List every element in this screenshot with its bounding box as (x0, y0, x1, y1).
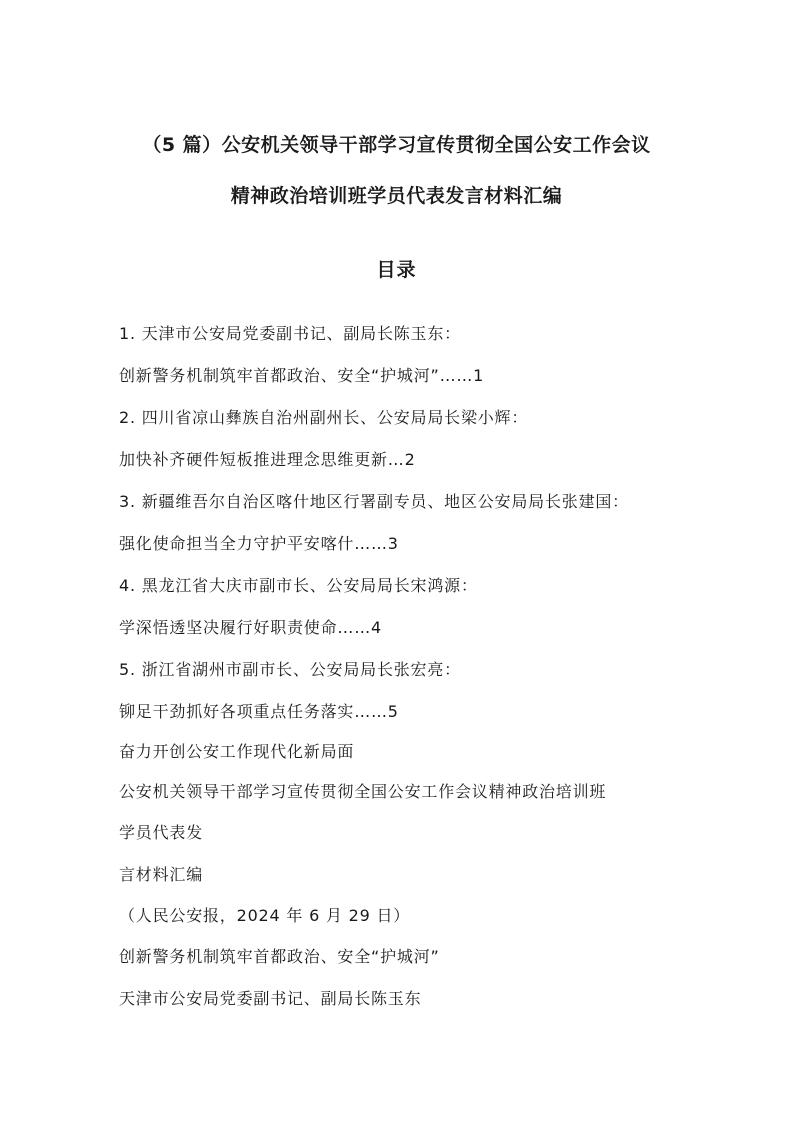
toc-entry-1-author: 1. 天津市公安局党委副书记、副局长陈玉东： (119, 324, 461, 343)
toc-entry-5-author: 5. 浙江省湖州市副市长、公安局局长张宏亮： (119, 660, 461, 679)
body-subtitle-line-1: 公安机关领导干部学习宣传贯彻全国公安工作会议精神政治培训班 (119, 782, 607, 801)
toc-entry-2-author: 2. 四川省凉山彝族自治州副州长、公安局局长梁小辉： (119, 408, 529, 427)
body-subtitle-line-3: 言材料汇编 (119, 865, 204, 884)
toc-entry-3-title: 强化使命担当全力守护平安喀什……3 (119, 534, 399, 553)
toc-entry-4-author: 4. 黑龙江省大庆市副市长、公安局局长宋鸿源： (119, 576, 478, 595)
toc-heading: 目录 (376, 259, 417, 281)
toc-entry-4-title: 学深悟透坚决履行好职责使命……4 (119, 618, 382, 637)
toc-entry-3-author: 3. 新疆维吾尔自治区喀什地区行署副专员、地区公安局局长张建国： (119, 492, 629, 511)
article-title: 创新警务机制筑牢首都政治、安全“护城河” (119, 947, 440, 966)
body-heading-line: 奋力开创公安工作现代化新局面 (119, 742, 355, 761)
toc-entry-5-title: 铆足干劲抓好各项重点任务落实……5 (119, 702, 399, 721)
body-subtitle-line-2: 学员代表发 (119, 823, 204, 842)
document-title-line-1: （5 篇）公安机关领导干部学习宣传贯彻全国公安工作会议 (142, 134, 651, 156)
document-title-line-2: 精神政治培训班学员代表发言材料汇编 (230, 185, 563, 207)
article-author: 天津市公安局党委副书记、副局长陈玉东 (119, 989, 422, 1008)
toc-entry-2-title: 加快补齐硬件短板推进理念思维更新…2 (119, 450, 416, 469)
toc-entry-1-title: 创新警务机制筑牢首都政治、安全“护城河”……1 (119, 366, 485, 385)
source-line: （人民公安报，2024 年 6 月 29 日） (119, 906, 411, 925)
